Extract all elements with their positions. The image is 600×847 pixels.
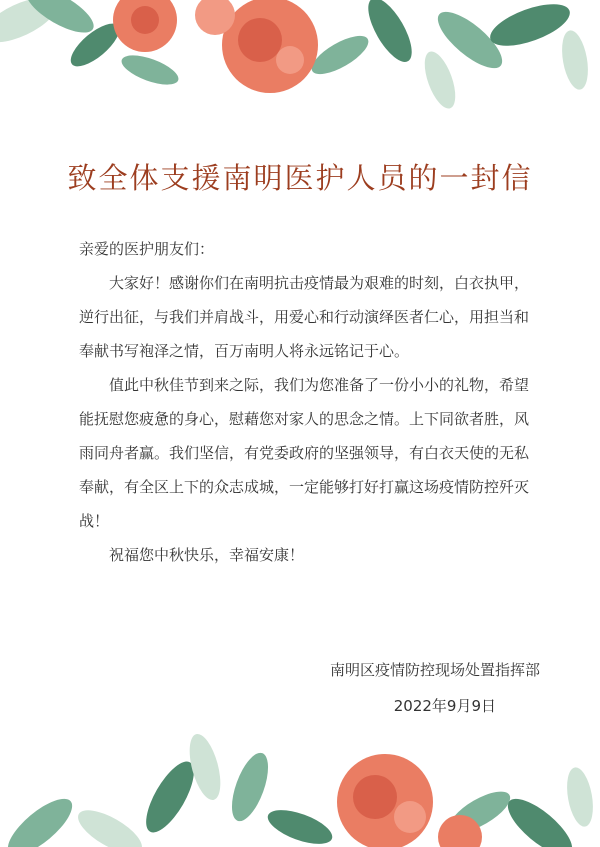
leaf-icon [225, 748, 276, 825]
flower-icon [353, 775, 397, 819]
leaf-icon [306, 29, 373, 82]
flower-icon [222, 0, 318, 93]
leaf-icon [418, 48, 461, 113]
salutation: 亲爱的医护朋友们： [79, 240, 215, 258]
flower-icon [337, 754, 433, 847]
letter-title: 致全体支援南明医护人员的一封信 [67, 161, 533, 195]
leaf-icon [137, 755, 203, 839]
flower-icon [438, 815, 482, 847]
flower-icon [113, 0, 177, 52]
leaf-icon [184, 731, 227, 803]
floral-border-bottom [0, 717, 600, 847]
flower-icon [131, 6, 159, 34]
leaf-icon [360, 0, 420, 68]
leaf-icon [430, 3, 511, 77]
leaf-icon [485, 0, 575, 54]
leaf-icon [558, 28, 592, 91]
leaf-icon [563, 765, 597, 828]
leaf-icon [64, 17, 125, 74]
flower-icon [195, 0, 235, 35]
leaf-icon [72, 802, 148, 847]
leaf-icon [0, 0, 63, 51]
flower-icon [238, 18, 282, 62]
paragraph-greeting: 大家好！感谢你们在南明抗击疫情最为艰难的时刻，白衣执甲，逆行出征，与我们并肩战斗，用爱心和行动演绎医者仁心，用担当和奉献书写袍泽之情，百万南明人将永远铭记于心。 [79, 274, 530, 360]
leaf-icon [264, 803, 337, 847]
floral-border-top [0, 0, 600, 120]
signature: 南明区疫情防控现场处置指挥部 [329, 661, 540, 679]
letter-body [79, 232, 531, 572]
letter-date: 2022年9月9日 [393, 697, 496, 715]
signature-block [330, 652, 540, 724]
paragraph-festival: 值此中秋佳节到来之际，我们为您准备了一份小小的礼物，希望能抚慰您疲惫的身心，慰藉您对家人的思念之情。上下同欲者胜，风雨同舟者赢。我们坚信，有党委政府的坚强领导，有白衣天使的无私奉献，有全区上下的众志成城，一定能够打好打赢这场疫情防控歼灭战！ [79, 376, 530, 530]
leaf-icon [118, 49, 182, 90]
leaf-icon [0, 790, 80, 847]
leaf-icon [444, 784, 516, 841]
leaf-icon [500, 790, 581, 847]
leaf-icon [20, 0, 100, 41]
paragraph-blessing: 祝福您中秋快乐，幸福安康！ [109, 546, 305, 564]
